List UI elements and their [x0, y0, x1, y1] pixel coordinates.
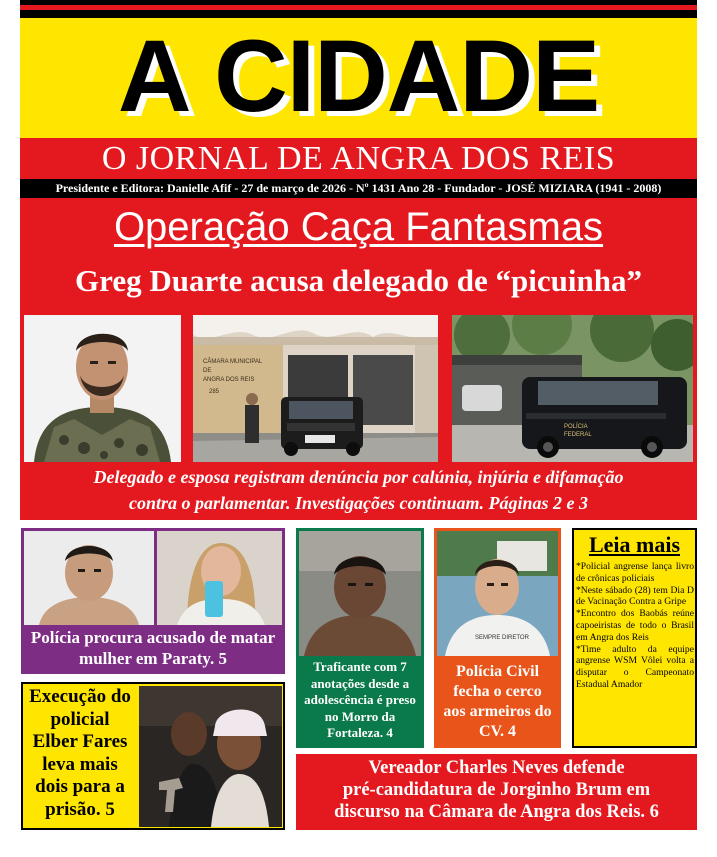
photo-execucao-suspects [139, 686, 282, 827]
photo-paraty-suspect [24, 531, 154, 625]
story-policia-civil-text[interactable]: Polícia Civil fecha o cerco aos armeiros do CV. 4 [443, 663, 552, 740]
shirt-text: SEMPRE DIRETOR [475, 635, 529, 641]
svg-text:285: 285 [209, 389, 220, 395]
main-caption-line-1: Delegado e esposa registram denúncia por calúnia, injúria e difamação [93, 467, 624, 487]
svg-text:ANGRA DOS REIS: ANGRA DOS REIS [203, 377, 255, 383]
story-vereador-line-1: Vereador Charles Neves defende [368, 758, 625, 778]
main-subhead[interactable]: Greg Duarte acusa delegado de “picuinha” [75, 263, 642, 298]
building-sign-text: CÂMARA MUNICIPAL [203, 359, 263, 365]
main-caption [24, 464, 693, 520]
story-vereador-line-2: pré-candidatura de Jorginho Brum em [342, 780, 651, 800]
photo-greg-duarte [24, 315, 181, 462]
top-stripe-black-2 [20, 10, 697, 18]
svg-text:DE: DE [203, 368, 212, 374]
photo-traficante [299, 531, 421, 656]
masthead-info-line: Presidente e Editora: Danielle Afif - 27 de março de 2026 - Nº 1431 Ano 28 - Fundador - JOSÉ MIZIARA (1941 - 2008) [20, 179, 697, 198]
photo-camara-municipal [193, 315, 438, 462]
leia-mais-item[interactable]: *Neste sábado (28) tem Dia D de Vacinação Contra a Gripe [576, 584, 694, 608]
story-paraty-text[interactable]: Polícia procura acusado de matar mulher em Paraty. 5 [30, 628, 276, 668]
leia-mais-item[interactable]: *Time adulto da equipe angrense WSM Vôlei volta a disputar o Campeonato Estadual Amador [576, 643, 694, 690]
photo-policia-federal-car [452, 315, 693, 462]
main-headline-text: Operação Caça Fantasmas [113, 205, 604, 249]
masthead-title: A CIDADE [117, 19, 600, 133]
story-traficante-text[interactable]: Traficante com 7 anotações desde a adolescência é preso no Morro da Fortaleza. 4 [304, 659, 416, 740]
leia-mais-item[interactable]: *Policial angrense lança livro de crônicas policiais [576, 561, 694, 584]
story-vereador-text[interactable] [298, 757, 695, 827]
vehicle-label-text: POLÍCIA [564, 424, 588, 430]
svg-text:FEDERAL: FEDERAL [564, 432, 592, 438]
leia-mais-title[interactable]: Leia mais [588, 532, 681, 557]
masthead-subtitle: O JORNAL DE ANGRA DOS REIS [20, 138, 697, 179]
photo-policia-civil [437, 531, 558, 656]
main-caption-line-2: contra o parlamentar. Investigações continuam. Páginas 2 e 3 [128, 493, 589, 513]
story-execucao-text[interactable]: Execução do policial Elber Fares leva mais dois para a prisão. 5 [29, 686, 131, 820]
story-vereador-line-3: discurso na Câmara de Angra dos Reis. 6 [334, 802, 659, 822]
leia-mais-item[interactable]: *Encontro dos Baobás reúne capoeiristas de todo o Brasil em Angra dos Reis [576, 608, 694, 643]
leia-mais-list [576, 561, 694, 746]
main-headline[interactable] [20, 203, 697, 253]
photo-paraty-victim [157, 531, 282, 625]
